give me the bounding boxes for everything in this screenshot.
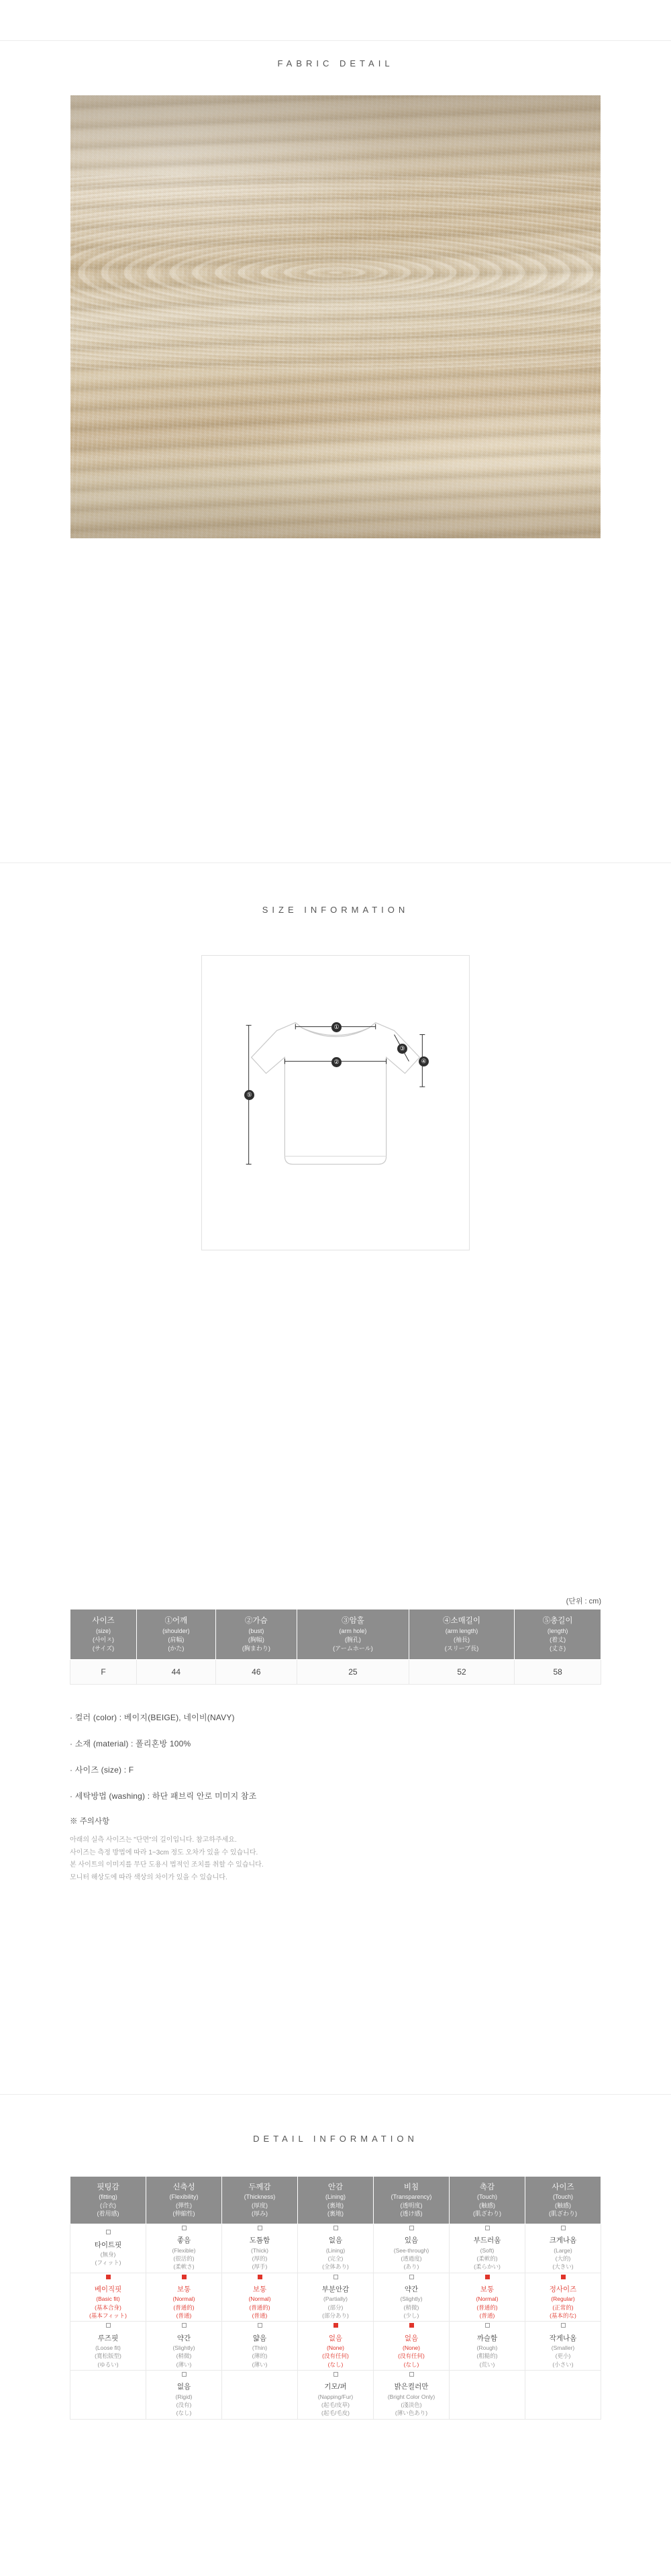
detail-col-fitting [70, 2177, 146, 2224]
detail-option-sublabel: (很活的) [173, 2255, 195, 2262]
size-col-bust-sub1: (bust) [248, 1627, 264, 1634]
detail-option-sublabel: (大きい) [552, 2263, 574, 2271]
detail-option-label: 베이직핏 [94, 2285, 122, 2294]
detail-option-cell[interactable] [298, 2370, 374, 2419]
checkbox-icon[interactable] [409, 2226, 414, 2230]
detail-option-cell[interactable] [298, 2224, 374, 2273]
detail-option-label: 좋음 [176, 2236, 191, 2245]
checkbox-icon[interactable] [333, 2275, 338, 2279]
size-col-length-sub2: (着丈) [550, 1636, 566, 1643]
detail-option-sublabel: (基本合身) [95, 2303, 121, 2311]
detail-option-label: 밝은컬러만 [394, 2383, 429, 2391]
detail-option-sublabel: (Partially) [323, 2295, 348, 2303]
detail-option-sublabel: (Lining) [325, 2246, 346, 2254]
product-info-list [70, 1712, 607, 1816]
detail-option-sublabel: (薄い) [252, 2361, 268, 2368]
top-divider [0, 40, 671, 41]
detail-option-cell[interactable] [525, 2224, 601, 2273]
detail-option-sublabel: (なし) [176, 2410, 192, 2417]
detail-option-sublabel: (なし) [327, 2361, 344, 2368]
detail-option-cell[interactable] [222, 2322, 298, 2371]
size-cell-sleeve: 52 [409, 1659, 514, 1684]
detail-option-cell[interactable] [70, 2273, 146, 2322]
checkbox-icon[interactable] [182, 2226, 187, 2230]
detail-option-sublabel: (Regular) [551, 2295, 575, 2303]
checkbox-icon[interactable] [485, 2226, 490, 2230]
detail-col-sizing-sub1: (Touch) [552, 2193, 573, 2201]
detail-option-sublabel: (寬松版型) [95, 2352, 121, 2360]
detail-information-table [70, 2176, 601, 2420]
detail-empty-cell [70, 2370, 146, 2419]
marker-length: ⑤ [244, 1090, 254, 1100]
checkbox-icon[interactable] [258, 2323, 262, 2328]
detail-option-sublabel: (没有任何) [398, 2352, 425, 2360]
detail-option-cell[interactable] [222, 2273, 298, 2322]
detail-option-cell[interactable] [374, 2322, 450, 2371]
detail-option-sublabel: (没有) [176, 2401, 192, 2408]
detail-option-label: 없음 [176, 2383, 191, 2391]
detail-col-transparency [374, 2177, 450, 2224]
detail-option-label: 도톰함 [249, 2236, 270, 2245]
detail-option-sublabel: (Flexible) [172, 2246, 196, 2254]
detail-option-label: 없음 [328, 2334, 343, 2342]
detail-col-flexibility-sub2: (弾性) [176, 2201, 192, 2209]
checkbox-icon[interactable] [333, 2372, 338, 2377]
detail-table-header-row [70, 2177, 601, 2224]
detail-option-sublabel: (普通) [252, 2312, 268, 2319]
detail-option-cell[interactable] [298, 2273, 374, 2322]
detail-option-label: 작게나옴 [549, 2334, 577, 2342]
detail-col-transparency-sub3: (透け感) [400, 2210, 423, 2218]
detail-option-label: 타이트핏 [94, 2240, 122, 2249]
detail-col-transparency-sub1: (Transparency) [391, 2193, 432, 2201]
detail-col-thickness [222, 2177, 298, 2224]
detail-option-sublabel: (普通的) [476, 2303, 498, 2311]
detail-option-sublabel: (薄い) [176, 2361, 192, 2368]
detail-option-cell[interactable] [374, 2224, 450, 2273]
detail-col-sizing-main: 사이즈 [552, 2183, 574, 2191]
checkbox-icon[interactable] [333, 2323, 338, 2328]
size-col-bust-main: ②가슴 [244, 1617, 268, 1625]
detail-option-sublabel: (小さい) [552, 2361, 574, 2368]
detail-option-cell[interactable] [146, 2224, 222, 2273]
detail-option-sublabel: (普通的) [249, 2303, 270, 2311]
checkbox-icon[interactable] [333, 2226, 338, 2230]
detail-option-cell[interactable] [222, 2224, 298, 2273]
size-cell-bust: 46 [215, 1659, 297, 1684]
detail-option-label: 기모/퍼 [324, 2383, 347, 2391]
checkbox-icon[interactable] [409, 2275, 414, 2279]
size-information-title: SIZE INFORMATION [262, 905, 409, 915]
checkbox-icon[interactable] [106, 2230, 111, 2234]
detail-option-sublabel: (少し) [403, 2312, 419, 2319]
detail-option-sublabel: (正常的) [552, 2303, 574, 2311]
detail-option-sublabel: (透過度) [401, 2255, 422, 2262]
detail-option-sublabel: (Smaller) [551, 2344, 575, 2351]
size-cell-size: F [70, 1659, 137, 1684]
detail-option-sublabel: (Bright Color Only) [387, 2393, 435, 2400]
detail-option-sublabel: (普通) [176, 2312, 192, 2319]
detail-option-cell[interactable] [298, 2322, 374, 2371]
size-col-armhole-sub2: (腕孔) [344, 1636, 361, 1643]
size-col-sleeve-sub1: (arm length) [445, 1627, 478, 1634]
product-info-size: · 사이즈 (size) : F [70, 1765, 134, 1775]
detail-option-label: 얇음 [252, 2334, 267, 2342]
detail-option-sublabel: (更小) [555, 2352, 571, 2360]
detail-option-label: 까슬함 [476, 2334, 498, 2342]
detail-option-label: 약간 [404, 2285, 419, 2294]
detail-option-sublabel: (See-through) [393, 2246, 429, 2254]
detail-option-sublabel: (Napping/Fur) [317, 2393, 354, 2400]
detail-col-lining-main: 안감 [327, 2183, 344, 2191]
detail-col-touch-sub2: (触感) [479, 2201, 495, 2209]
detail-option-sublabel: (あり) [403, 2263, 419, 2271]
size-col-length-sub1: (length) [547, 1627, 568, 1634]
detail-col-transparency-main: 비침 [403, 2183, 419, 2191]
detail-empty-cell [222, 2370, 298, 2419]
detail-option-sublabel: (稍微) [403, 2303, 419, 2311]
table-row [70, 2273, 601, 2322]
detail-option-sublabel: (Normal) [248, 2295, 271, 2303]
detail-option-cell[interactable] [525, 2322, 601, 2371]
checkbox-icon[interactable] [409, 2372, 414, 2377]
detail-option-sublabel: (柔軟さ) [173, 2263, 195, 2271]
detail-option-sublabel: (薄い色あり) [395, 2410, 428, 2417]
marker-bust: ② [331, 1057, 342, 1067]
detail-option-sublabel: (Thick) [251, 2246, 268, 2254]
detail-col-flexibility-sub3: (伸縮性) [172, 2210, 195, 2218]
detail-option-sublabel: (Large) [554, 2246, 572, 2254]
checkbox-icon[interactable] [258, 2275, 262, 2279]
detail-option-cell[interactable] [525, 2273, 601, 2322]
detail-option-cell[interactable] [374, 2370, 450, 2419]
detail-col-fitting-main: 핏팅감 [97, 2183, 119, 2191]
detail-col-lining [298, 2177, 374, 2224]
checkbox-icon[interactable] [182, 2372, 187, 2377]
detail-option-sublabel: (厚的) [252, 2255, 268, 2262]
detail-option-cell[interactable] [450, 2273, 525, 2322]
detail-option-sublabel: (無身) [100, 2250, 116, 2258]
notice-title: ※ 주의사항 [70, 1818, 110, 1826]
detail-col-touch [450, 2177, 525, 2224]
detail-col-touch-main: 촉감 [479, 2183, 495, 2191]
detail-option-sublabel: (部分) [327, 2303, 344, 2311]
size-table-header-row [70, 1609, 601, 1660]
detail-option-sublabel: (大的) [555, 2255, 571, 2262]
detail-option-label: 보통 [176, 2285, 191, 2294]
detail-col-transparency-sub2: (透明度) [400, 2201, 423, 2209]
detail-option-cell[interactable] [146, 2322, 222, 2371]
table-row [70, 2322, 601, 2371]
size-col-size-sub2: (사이ㅈ) [92, 1636, 115, 1643]
detail-option-sublabel: (Loose fit) [95, 2344, 121, 2351]
checkbox-icon[interactable] [182, 2275, 187, 2279]
checkbox-icon[interactable] [485, 2323, 490, 2328]
product-info-color: · 컬러 (color) : 베이지(BEIGE), 네이비(NAVY) [70, 1713, 235, 1722]
detail-col-touch-sub3: (肌ざわり) [473, 2210, 501, 2218]
size-col-armhole-sub1: (arm hole) [339, 1627, 367, 1634]
size-col-shoulder [137, 1609, 216, 1660]
detail-option-sublabel: (起毛/皮草) [321, 2401, 350, 2408]
detail-option-cell[interactable] [146, 2370, 222, 2419]
size-col-sleeve-sub3: (スリーブ長) [444, 1644, 479, 1652]
detail-option-sublabel: (Thin) [252, 2344, 268, 2351]
checkbox-icon[interactable] [258, 2226, 262, 2230]
fabric-detail-photo [70, 95, 601, 538]
detail-option-sublabel: (柔らかい) [474, 2263, 501, 2271]
checkbox-icon[interactable] [106, 2323, 111, 2328]
detail-col-fitting-sub3: (着用感) [97, 2210, 119, 2218]
checkbox-icon[interactable] [561, 2226, 566, 2230]
detail-option-cell[interactable] [450, 2322, 525, 2371]
size-col-shoulder-sub2: (肩幅) [168, 1636, 185, 1643]
detail-col-thickness-sub2: (厚度) [252, 2201, 268, 2209]
garment-measurement-diagram [201, 955, 470, 1250]
detail-option-label: 정사이즈 [549, 2285, 577, 2294]
fabric-detail-title: FABRIC DETAIL [277, 58, 394, 68]
detail-option-sublabel: (普通的) [173, 2303, 195, 2311]
size-cell-armhole: 25 [297, 1659, 409, 1684]
size-col-sleeve-sub2: (袖長) [454, 1636, 470, 1643]
checkbox-icon[interactable] [106, 2275, 111, 2279]
detail-col-flexibility [146, 2177, 222, 2224]
detail-option-cell[interactable] [146, 2273, 222, 2322]
detail-information-section [0, 2094, 671, 2420]
detail-option-cell[interactable] [450, 2224, 525, 2273]
detail-option-sublabel: (厚手) [252, 2263, 268, 2271]
detail-option-sublabel: (没有任何) [322, 2352, 349, 2360]
size-col-size-sub1: (size) [96, 1627, 111, 1634]
size-col-armhole [297, 1609, 409, 1660]
detail-col-thickness-sub3: (厚み) [252, 2210, 268, 2218]
detail-option-sublabel: (粗糙的) [476, 2352, 498, 2360]
detail-option-sublabel: (完全) [327, 2255, 344, 2262]
size-section-divider [0, 862, 671, 863]
fabric-detail-section [0, 50, 671, 538]
size-col-shoulder-sub1: (shoulder) [162, 1627, 190, 1634]
detail-option-sublabel: (基本的な) [550, 2312, 576, 2319]
notice-line-3: 본 사이트의 이미지를 무단 도용시 법적인 조치를 취할 수 있습니다. [70, 1861, 264, 1869]
notice-line-4: 모니터 해상도에 따라 색상의 차이가 있을 수 있습니다. [70, 1873, 227, 1881]
size-col-bust-sub3: (胸まわり) [242, 1644, 270, 1652]
detail-empty-cell [450, 2370, 525, 2419]
detail-option-sublabel: (部分あり) [322, 2312, 349, 2319]
product-info-material: · 소재 (material) : 폴리혼방 100% [70, 1739, 191, 1748]
detail-col-lining-sub3: (裏地) [327, 2210, 344, 2218]
detail-option-sublabel: (淺淡色) [401, 2401, 422, 2408]
detail-option-cell[interactable] [374, 2273, 450, 2322]
detail-option-sublabel: (普通) [479, 2312, 495, 2319]
detail-option-sublabel: (なし) [403, 2361, 419, 2368]
checkbox-icon[interactable] [561, 2275, 566, 2279]
detail-option-sublabel: (Rough) [476, 2344, 498, 2351]
detail-col-lining-sub2: (裏地) [327, 2201, 344, 2209]
detail-option-sublabel: (全体あり) [322, 2263, 349, 2271]
detail-option-sublabel: (ゆるい) [97, 2361, 119, 2368]
detail-option-sublabel: (荒い) [479, 2361, 495, 2368]
marker-shoulder: ① [331, 1022, 342, 1032]
size-information-section [0, 862, 671, 1881]
detail-option-sublabel: (柔軟的) [476, 2255, 498, 2262]
detail-option-sublabel: (None) [403, 2344, 420, 2351]
detail-col-thickness-main: 두께감 [248, 2183, 271, 2191]
detail-option-cell[interactable] [70, 2224, 146, 2273]
checkbox-icon[interactable] [182, 2323, 187, 2328]
detail-option-sublabel: (Soft) [480, 2246, 495, 2254]
detail-col-fitting-sub2: (合衣) [100, 2201, 116, 2209]
size-col-size [70, 1609, 137, 1660]
detail-col-touch-sub1: (Touch) [476, 2193, 497, 2201]
detail-option-label: 부드러움 [473, 2236, 501, 2245]
size-col-sleeve [409, 1609, 514, 1660]
notice-line-2: 사이즈는 측정 방법에 따라 1~3cm 정도 오차가 있을 수 있습니다. [70, 1848, 258, 1856]
product-info-washing: · 세탁방법 (washing) : 하단 패브릭 안로 미미지 참조 [70, 1791, 257, 1801]
detail-option-sublabel: (Basic fit) [96, 2295, 120, 2303]
size-col-armhole-main: ③암홀 [342, 1617, 364, 1625]
detail-option-sublabel: (稍微) [176, 2352, 192, 2360]
detail-option-sublabel: (Normal) [476, 2295, 499, 2303]
checkbox-icon[interactable] [485, 2275, 490, 2279]
detail-option-label: 루즈핏 [97, 2334, 119, 2342]
checkbox-icon[interactable] [561, 2323, 566, 2328]
detail-option-label: 없음 [328, 2236, 343, 2245]
size-unit-note: (단위 : cm) [566, 1597, 601, 1605]
detail-information-title: DETAIL INFORMATION [253, 2134, 418, 2144]
detail-option-label: 보통 [252, 2285, 267, 2294]
notice-body [70, 1834, 264, 1884]
detail-option-sublabel: (Rigid) [175, 2393, 193, 2400]
size-col-sleeve-main: ④소매길이 [443, 1617, 480, 1625]
detail-col-flexibility-main: 신축성 [172, 2183, 195, 2191]
table-row [70, 2224, 601, 2273]
detail-option-label: 약간 [176, 2334, 191, 2342]
detail-option-sublabel: (Slightly) [172, 2344, 195, 2351]
marker-armhole: ③ [397, 1044, 407, 1054]
detail-option-label: 없음 [404, 2334, 419, 2342]
detail-col-sizing-sub2: (触感) [555, 2201, 571, 2209]
size-table [70, 1609, 601, 1685]
size-cell-length: 58 [515, 1659, 601, 1684]
detail-empty-cell [525, 2370, 601, 2419]
notice-line-1: 아래의 실측 사이즈는 "단면"의 길이입니다. 참고하주세요. [70, 1836, 237, 1844]
size-col-length-main: ⑤총길이 [542, 1617, 573, 1625]
detail-option-label: 있음 [404, 2236, 419, 2245]
detail-col-thickness-sub1: (Thickness) [244, 2193, 276, 2201]
table-row [70, 1659, 601, 1684]
size-col-size-main: 사이즈 [92, 1617, 115, 1625]
detail-option-sublabel: (None) [327, 2344, 344, 2351]
detail-option-label: 크게나옴 [549, 2236, 577, 2245]
detail-option-label: 보통 [480, 2285, 495, 2294]
size-col-length [515, 1609, 601, 1660]
detail-option-cell[interactable] [70, 2322, 146, 2371]
size-col-shoulder-sub3: (かた) [168, 1644, 185, 1652]
detail-col-flexibility-sub1: (Flexibility) [169, 2193, 199, 2201]
checkbox-icon[interactable] [409, 2323, 414, 2328]
detail-option-sublabel: (基本フィット) [89, 2312, 127, 2319]
detail-col-lining-sub1: (Lining) [325, 2193, 346, 2201]
detail-section-divider [0, 2094, 671, 2095]
size-col-length-sub3: (丈さ) [550, 1644, 566, 1652]
fabric-bottom-shadow [70, 458, 601, 538]
detail-option-sublabel: (Normal) [172, 2295, 195, 2303]
size-cell-shoulder: 44 [137, 1659, 216, 1684]
fabric-top-shadow [70, 95, 601, 193]
size-col-armhole-sub3: (アームホール) [333, 1644, 373, 1652]
table-row [70, 2370, 601, 2419]
detail-col-sizing [525, 2177, 601, 2224]
size-col-bust [215, 1609, 297, 1660]
detail-option-sublabel: (起毛/毛皮) [321, 2410, 350, 2417]
size-col-shoulder-main: ①어깨 [164, 1617, 188, 1625]
marker-sleeve: ④ [419, 1056, 429, 1067]
size-col-bust-sub2: (胸幅) [248, 1636, 264, 1643]
detail-col-fitting-sub1: (fitting) [99, 2193, 117, 2201]
detail-option-label: 부분안감 [321, 2285, 350, 2294]
detail-option-sublabel: (Slightly) [400, 2295, 423, 2303]
garment-svg [202, 956, 469, 1250]
size-col-size-sub3: (サイズ) [92, 1644, 115, 1652]
detail-table-body [70, 2224, 601, 2419]
detail-option-sublabel: (フィット) [95, 2259, 121, 2267]
detail-option-sublabel: (薄的) [252, 2352, 268, 2360]
detail-col-sizing-sub3: (肌ざわり) [549, 2210, 577, 2218]
